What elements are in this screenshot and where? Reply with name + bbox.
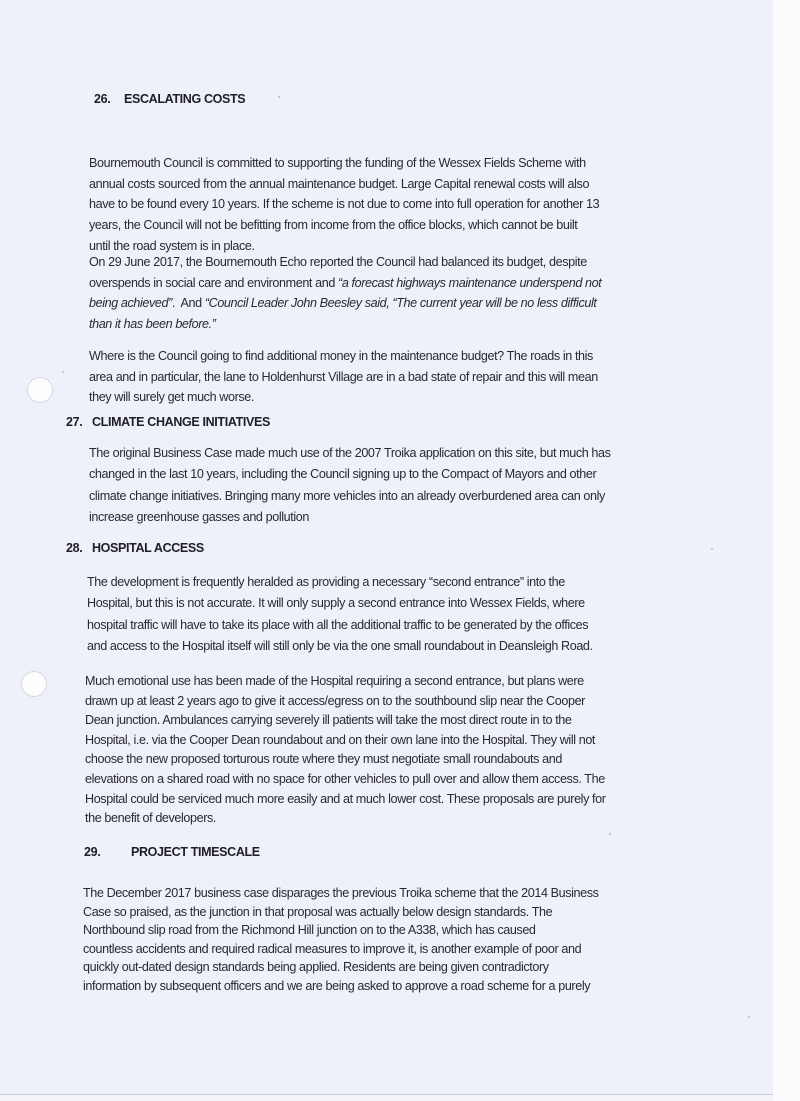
text-line: Where is the Council going to find additional money in the maintenance budget? The roads in this [89, 349, 593, 363]
text-line [89, 293, 601, 314]
section-title: HOSPITAL ACCESS [92, 541, 204, 555]
text-line: Northbound slip road from the Richmond Hill junction on to the A338, which has caused [83, 923, 536, 937]
text-plain: . And [171, 296, 205, 311]
quote-italic: “a forecast highways maintenance underspend not [338, 275, 602, 290]
quote-italic: “Council Leader John Beesley said, “The current year will be no less difficult [204, 296, 597, 311]
scan-speck [711, 548, 713, 550]
text-plain: overspends in social care and environment and [89, 275, 339, 290]
text-line: hospital traffic will have to take its place with all the additional traffic to be generated by the offices [87, 617, 589, 632]
scan-speck [62, 371, 64, 373]
scanner-margin [773, 0, 800, 1101]
text-line: than it has been before.” [89, 317, 216, 332]
text-line: elevations on a shared road with no space for other vehicles to pull over and allow them access. The [85, 771, 605, 786]
paragraph-27-1 [89, 443, 611, 528]
text-line: quickly out-dated design standards being applied. Residents are being given contradictory [83, 960, 549, 974]
text-line: area and in particular, the lane to Holdenhurst Village are in a bad state of repair and this will mean [89, 369, 598, 384]
paragraph-26-2 [89, 252, 601, 335]
text-line: have to be found every 10 years. If the scheme is not due to come into full operation for another 13 [89, 197, 600, 212]
section-number: 28. [66, 541, 83, 555]
text-line: information by subsequent officers and we are being asked to approve a road scheme for a purely [83, 978, 591, 993]
scan-speck [609, 833, 611, 835]
text-line: increase greenhouse gasses and pollution [89, 509, 309, 524]
text-line: annual costs sourced from the annual maintenance budget. Large Capital renewal costs will also [89, 176, 590, 191]
text-line: Hospital, but this is not accurate. It will only supply a second entrance into Wessex Fields, where [87, 596, 585, 611]
text-line: they will surely get much worse. [89, 390, 254, 405]
text-line: The December 2017 business case disparages the previous Troika scheme that the 2014 Business [83, 886, 599, 900]
section-heading-29 [84, 845, 260, 859]
text-line: choose the new proposed torturous route where they must negotiate small roundabouts and [85, 752, 562, 767]
text-line: climate change initiatives. Bringing many more vehicles into an already overburdened area can only [89, 488, 605, 503]
paragraph-28-1 [87, 572, 593, 657]
section-heading-27 [66, 415, 270, 429]
paragraph-26-1 [89, 153, 599, 256]
scan-speck [278, 96, 280, 98]
text-line: Dean junction. Ambulances carrying severely ill patients will take the most direct route in to the [85, 713, 572, 728]
text-line: Case so praised, as the junction in that proposal was actually below design standards. The [83, 904, 553, 919]
punch-hole-bottom [21, 671, 47, 697]
section-heading-26 [94, 92, 245, 106]
punch-hole-top [27, 377, 53, 403]
text-line: the benefit of developers. [85, 811, 217, 826]
text-line: The development is frequently heralded as providing a necessary “second entrance” into the [87, 575, 565, 589]
text-line: Much emotional use has been made of the Hospital requiring a second entrance, but plans were [85, 674, 584, 688]
text-line: On 29 June 2017, the Bournemouth Echo reported the Council had balanced its budget, despite [89, 255, 587, 269]
section-number: 27. [66, 415, 83, 429]
text-line: and access to the Hospital itself will still only be via the one small roundabout in Deansleigh Road. [87, 638, 593, 653]
text-line: The original Business Case made much use of the 2007 Troika application on this site, but much has [89, 446, 611, 460]
text-line: drawn up at least 2 years ago to give it access/egress on to the southbound slip near the Cooper [85, 693, 585, 708]
text-line: years, the Council will not be befitting from income from the office blocks, which cannot be built [89, 218, 578, 233]
paragraph-28-2 [85, 672, 606, 829]
text-line: countless accidents and required radical measures to improve it, is another example of poor and [83, 941, 582, 956]
text-line: Hospital, i.e. via the Cooper Dean roundabout and on their own lane into the Hospital. They will not [85, 732, 596, 747]
paragraph-29-1 [83, 884, 599, 995]
paragraph-26-3 [89, 346, 598, 408]
section-title: CLIMATE CHANGE INITIATIVES [92, 415, 270, 429]
section-number: 26. [94, 92, 111, 106]
quote-italic: being achieved” [89, 296, 172, 311]
text-line: Hospital could be serviced much more easily and at much lower cost. These proposals are purely for [85, 791, 606, 806]
scan-speck [748, 1016, 750, 1018]
text-line: changed in the last 10 years, including the Council signing up to the Compact of Mayors and other [89, 467, 597, 482]
text-line: Bournemouth Council is committed to supporting the funding of the Wessex Fields Scheme with [89, 156, 586, 170]
text-line: until the road system is in place. [89, 238, 255, 253]
text-line [89, 273, 601, 294]
section-title: ESCALATING COSTS [124, 92, 246, 106]
section-title: PROJECT TIMESCALE [131, 845, 260, 859]
section-number: 29. [84, 845, 101, 859]
section-heading-28 [66, 541, 204, 555]
